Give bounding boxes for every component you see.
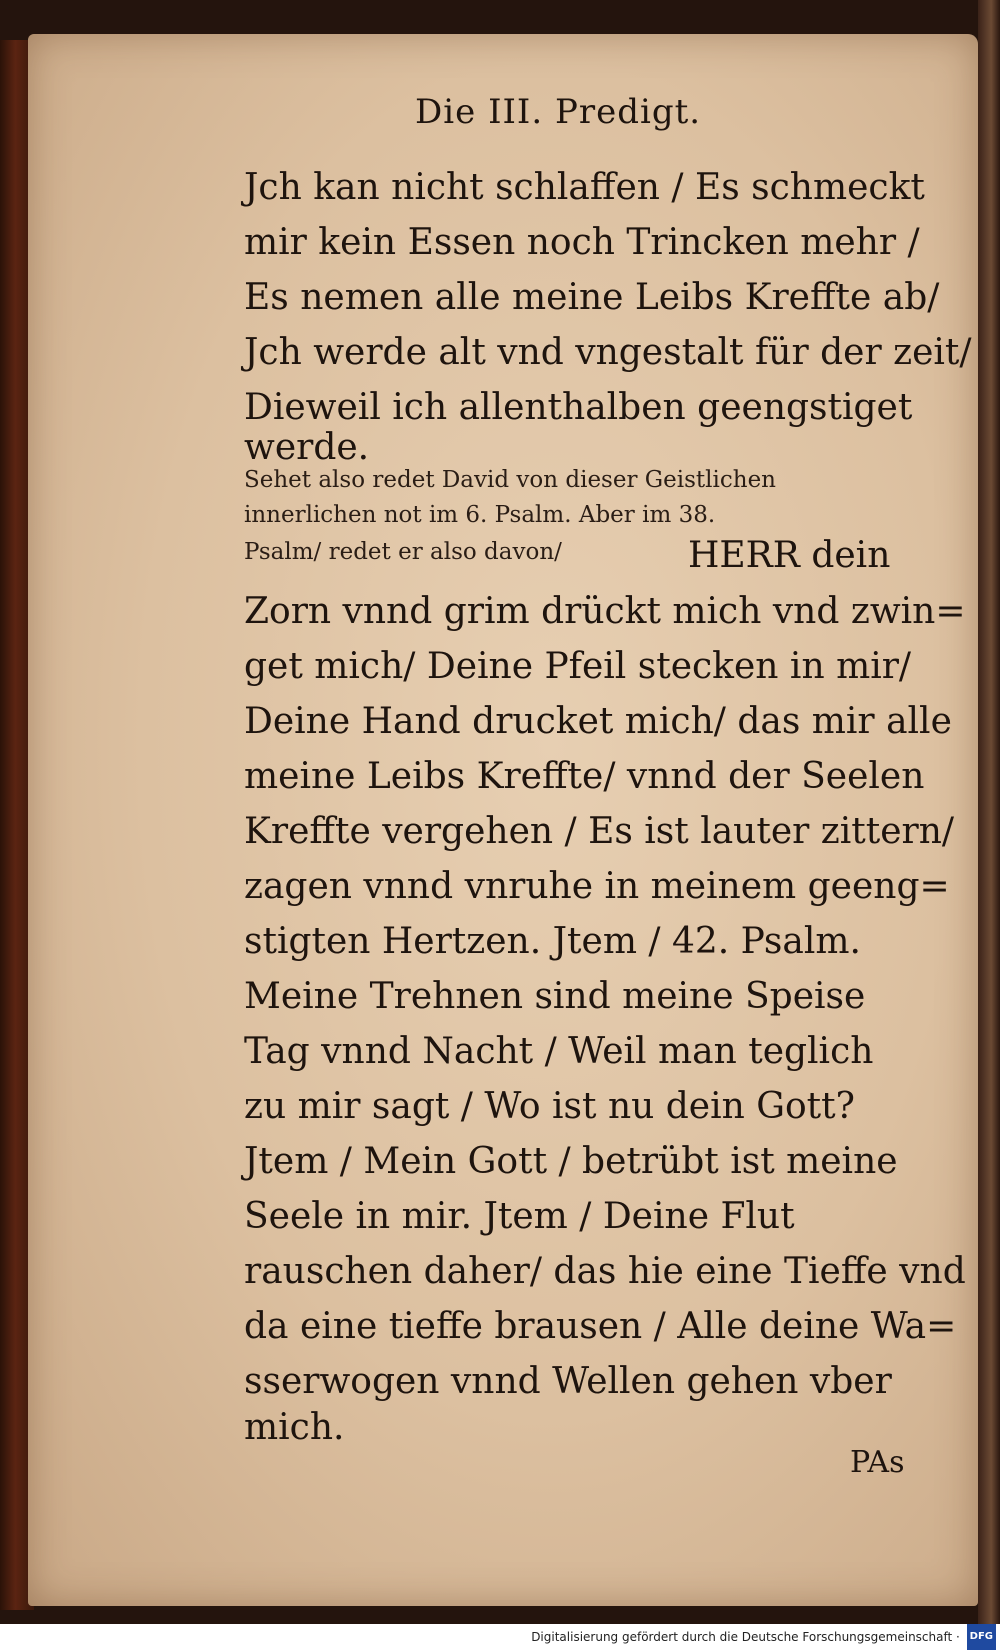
separator-dot: · — [952, 1630, 964, 1644]
text-line: Seele in mir. Jtem / Deine Flut — [244, 1196, 795, 1237]
text-line: meine Leibs Kreffte/ vnnd der Seelen — [244, 756, 925, 797]
text-line: Kreffte vergehen / Es ist lauter zittern/ — [244, 811, 955, 852]
digitization-credit-bar — [0, 1624, 1000, 1648]
text-line: Jch kan nicht schlaffen / Es schmeckt — [244, 167, 925, 208]
text-line: mir kein Essen noch Trincken mehr / — [244, 222, 920, 263]
text-line: Dieweil ich allenthalben geengstiget — [244, 387, 913, 428]
text-line: Zorn vnnd grim drückt mich vnd zwin= — [244, 591, 966, 632]
text-line: mich. — [244, 1407, 345, 1448]
text-line: Es nemen alle meine Leibs Kreffte ab/ — [244, 277, 940, 318]
text-line: Deine Hand drucket mich/ das mir alle — [244, 701, 952, 742]
text-line: zagen vnnd vnruhe in meinem geeng= — [244, 866, 950, 907]
dfg-logo: DFG — [967, 1624, 996, 1650]
text-line: da eine tieffe brausen / Alle deine Wa= — [244, 1306, 957, 1347]
text-line: werde. — [244, 427, 370, 468]
text-line: Meine Trehnen sind meine Speise — [244, 976, 866, 1017]
text-line: HERR dein — [688, 535, 891, 576]
text-line-small: Psalm/ redet er also davon/ — [244, 539, 562, 565]
credit-text: Digitalisierung gefördert durch die Deutsche Forschungsgemeinschaft — [531, 1630, 953, 1644]
text-line: get mich/ Deine Pfeil stecken in mir/ — [244, 646, 912, 687]
page-edge — [978, 0, 1000, 1624]
text-line: sserwogen vnnd Wellen gehen vber — [244, 1361, 892, 1402]
text-line: Tag vnnd Nacht / Weil man teglich — [244, 1031, 874, 1072]
catchword: PAs — [850, 1445, 905, 1480]
text-line-small: innerlichen not im 6. Psalm. Aber im 38. — [244, 502, 716, 528]
text-line: rauschen daher/ das hie eine Tieffe vnd — [244, 1251, 966, 1292]
text-line-small: Sehet also redet David von dieser Geistlichen — [244, 467, 776, 493]
text-line: zu mir sagt / Wo ist nu dein Gott? — [244, 1086, 855, 1127]
text-line: stigten Hertzen. Jtem / 42. Psalm. — [244, 921, 861, 962]
running-header: Die III. Predigt. — [415, 92, 702, 132]
text-line: Jch werde alt vnd vngestalt für der zeit/ — [244, 332, 972, 373]
text-line: Jtem / Mein Gott / betrübt ist meine — [244, 1141, 898, 1182]
